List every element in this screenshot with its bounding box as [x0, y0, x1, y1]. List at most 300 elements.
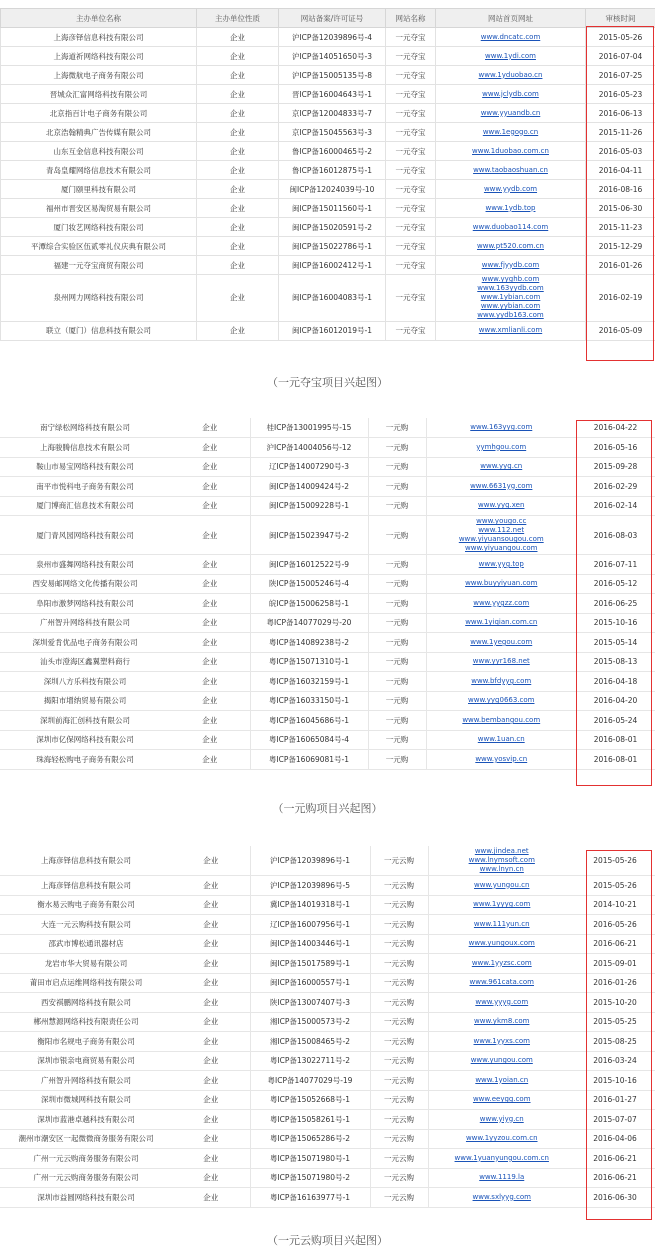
org-type-cell: 企业	[172, 1032, 250, 1052]
table-row	[1, 275, 655, 322]
site-name-cell: 一元购	[368, 418, 426, 438]
site-name-cell: 一元云购	[370, 1110, 428, 1130]
site-name-cell: 一元夺宝	[386, 47, 436, 66]
site-url-cell	[436, 218, 586, 237]
site-url-link[interactable]: www.112.net	[478, 526, 525, 535]
org-type-cell: 企业	[172, 1110, 250, 1130]
site-url-link[interactable]: www.1yduobao.cn	[478, 70, 543, 79]
site-name-cell: 一元购	[368, 750, 426, 770]
table-row	[0, 730, 655, 750]
site-name-cell: 一元云购	[370, 915, 428, 935]
site-name-cell: 一元购	[368, 555, 426, 575]
review-date-cell: 2015-10-16	[575, 1071, 655, 1091]
table-row	[0, 895, 655, 915]
org-type-cell: 企业	[172, 895, 250, 915]
table3	[0, 846, 655, 1208]
review-date-cell: 2016-07-25	[586, 66, 655, 85]
table-row	[0, 1012, 655, 1032]
icp-cell: 闽ICP备15017589号-1	[250, 954, 370, 974]
table-row	[1, 104, 655, 123]
site-url-link[interactable]: www.1yiqian.com.cn	[465, 618, 538, 627]
site-name-cell: 一元云购	[370, 1090, 428, 1110]
site-url-link[interactable]: www.lnyn.cn	[479, 865, 524, 873]
site-url-cell	[426, 633, 576, 653]
org-name-cell: 阜阳市激梦网络科技有限公司	[0, 594, 170, 614]
table1-block	[0, 8, 655, 341]
table-row	[0, 934, 655, 954]
review-date-cell: 2016-08-16	[586, 180, 655, 199]
review-date-cell: 2016-06-30	[575, 1188, 655, 1208]
org-name-cell: 广州一元云购商务服务有限公司	[0, 1149, 172, 1169]
header-org-type: 主办单位性质	[197, 9, 279, 28]
site-url-link[interactable]: www.yiyuansougou.com	[458, 535, 544, 544]
org-type-cell: 企业	[172, 876, 250, 896]
site-name-cell: 一元云购	[370, 1168, 428, 1188]
site-url-link[interactable]: www.yougo.cc	[476, 517, 527, 526]
site-url-link[interactable]: www.1duobao.com.cn	[472, 146, 549, 155]
site-name-cell: 一元云购	[370, 1129, 428, 1149]
site-url-link[interactable]: www.163yydb.com	[477, 284, 544, 293]
org-name-cell: 潮州市潮安区一起微微商务服务有限公司	[0, 1129, 172, 1149]
site-url-link[interactable]: www.1ydi.com	[485, 51, 536, 60]
icp-cell: 闽ICP备12024039号-10	[279, 180, 386, 199]
table-row	[1, 66, 655, 85]
header-org-name: 主办单位名称	[1, 9, 197, 28]
site-url-link[interactable]: www.yyr168.net	[472, 657, 530, 666]
site-url-cell	[426, 477, 576, 497]
org-type-cell: 企业	[197, 321, 279, 340]
site-name-cell: 一元云购	[370, 993, 428, 1013]
org-name-cell: 深圳前海汇创科技有限公司	[0, 711, 170, 731]
table-row	[1, 180, 655, 199]
table-row	[1, 256, 655, 275]
icp-cell: 沪ICP备12039896号-5	[250, 876, 370, 896]
org-type-cell: 企业	[197, 218, 279, 237]
table-row	[0, 672, 655, 692]
site-url-link[interactable]: www.yyg.top	[478, 559, 524, 568]
org-type-cell: 企业	[170, 496, 250, 516]
org-name-cell: 厦门青风园网络科技有限公司	[0, 516, 170, 555]
icp-cell: 粤ICP备16033150号-1	[250, 691, 368, 711]
icp-cell: 粤ICP备16032159号-1	[250, 672, 368, 692]
site-url-link[interactable]: www.yyghb.com	[481, 275, 540, 284]
site-name-cell: 一元夺宝	[386, 199, 436, 218]
site-url-link[interactable]: www.1yyzsc.com	[471, 958, 532, 967]
review-date-cell: 2016-07-11	[576, 555, 655, 575]
icp-cell: 粤ICP备15071980号-1	[250, 1149, 370, 1169]
org-name-cell: 汕头市澄海区鑫翼塑料商行	[0, 652, 170, 672]
site-name-cell: 一元夺宝	[386, 85, 436, 104]
site-url-link[interactable]: www.yiyg.cn	[479, 1114, 524, 1123]
table-row	[0, 1051, 655, 1071]
site-url-cell	[426, 457, 576, 477]
site-url-cell	[428, 1188, 575, 1208]
table-row	[0, 1032, 655, 1052]
org-name-cell: 深圳市银亲电商贸易有限公司	[0, 1051, 172, 1071]
site-url-link[interactable]: www.163yyg.com	[470, 423, 533, 431]
review-date-cell: 2015-09-28	[576, 457, 655, 477]
org-type-cell: 企业	[172, 846, 250, 876]
table2	[0, 418, 655, 770]
icp-cell: 粤ICP备16065084号-4	[250, 730, 368, 750]
org-name-cell: 泉州市盛舞网络科技有限公司	[0, 555, 170, 575]
table-row	[0, 915, 655, 935]
site-name-cell: 一元夺宝	[386, 123, 436, 142]
site-url-link[interactable]: www.6631yg.com	[470, 481, 533, 490]
icp-cell: 粤ICP备16069081号-1	[250, 750, 368, 770]
site-url-cell	[436, 142, 586, 161]
org-name-cell: 深圳八方乐科技有限公司	[0, 672, 170, 692]
org-name-cell: 上海彦铎信息科技有限公司	[0, 846, 172, 876]
org-type-cell: 企业	[172, 1012, 250, 1032]
icp-cell: 辽ICP备16007956号-1	[250, 915, 370, 935]
site-name-cell: 一元夺宝	[386, 237, 436, 256]
table-row	[0, 691, 655, 711]
site-url-link[interactable]: www.pt520.com.cn	[477, 241, 544, 250]
site-url-link[interactable]: www.fjyydb.com	[481, 260, 540, 269]
site-url-cell	[428, 876, 575, 896]
site-url-cell	[436, 66, 586, 85]
icp-cell: 闽ICP备15009228号-1	[250, 496, 368, 516]
table-row	[0, 1149, 655, 1169]
icp-cell: 沪ICP备12039896号-1	[250, 846, 370, 876]
icp-cell: 闽ICP备14003446号-1	[250, 934, 370, 954]
org-name-cell: 上海道祈网络科技有限公司	[1, 47, 197, 66]
icp-cell: 湘ICP备15008465号-2	[250, 1032, 370, 1052]
site-url-link[interactable]: www.1uan.cn	[477, 735, 525, 744]
review-date-cell: 2016-05-26	[575, 915, 655, 935]
org-type-cell: 企业	[172, 1168, 250, 1188]
org-type-cell: 企业	[170, 652, 250, 672]
site-url-link[interactable]: www.yungou.cn	[474, 880, 530, 889]
review-date-cell: 2015-12-29	[586, 237, 655, 256]
table-row	[0, 750, 655, 770]
review-date-cell: 2016-08-01	[576, 730, 655, 750]
site-url-link[interactable]: www.bembangou.com	[462, 715, 541, 724]
org-name-cell: 山东互金信息科技有限公司	[1, 142, 197, 161]
org-type-cell: 企业	[197, 123, 279, 142]
org-name-cell: 上海彦铎信息科技有限公司	[0, 876, 172, 896]
table-row	[0, 438, 655, 458]
org-name-cell: 衡阳市名规电子商务有限公司	[0, 1032, 172, 1052]
table-row	[0, 1071, 655, 1091]
org-name-cell: 厦门博商汇信息技术有限公司	[0, 496, 170, 516]
site-url-cell	[428, 954, 575, 974]
icp-cell: 京ICP备12004833号-7	[279, 104, 386, 123]
table-row	[1, 218, 655, 237]
site-url-cell	[426, 418, 576, 438]
site-url-link[interactable]: www.yybian.com	[480, 302, 541, 311]
org-type-cell: 企业	[197, 28, 279, 47]
site-url-link[interactable]: www.xmlianli.com	[478, 326, 543, 334]
table-row	[1, 85, 655, 104]
site-url-link[interactable]: www.yydb.com	[483, 184, 538, 193]
site-url-link[interactable]: www.1yyzou.com.cn	[465, 1134, 538, 1143]
icp-cell: 闽ICP备15020591号-2	[279, 218, 386, 237]
table1	[0, 8, 655, 341]
icp-cell: 粤ICP备15052668号-1	[250, 1090, 370, 1110]
org-type-cell: 企业	[197, 47, 279, 66]
site-url-link[interactable]: www.1ybian.com	[480, 293, 541, 302]
site-url-link[interactable]: www.1yuanyungou.com.cn	[454, 1153, 549, 1162]
site-url-cell	[436, 199, 586, 218]
site-url-link[interactable]: www.111yun.cn	[473, 919, 530, 928]
org-type-cell: 企业	[197, 275, 279, 322]
org-type-cell: 企业	[172, 915, 250, 935]
site-url-link[interactable]: www.1119.la	[479, 1173, 525, 1182]
icp-cell: 闽ICP备16000557号-1	[250, 973, 370, 993]
org-name-cell: 广州智升网络科技有限公司	[0, 1071, 172, 1091]
site-name-cell: 一元云购	[370, 895, 428, 915]
table1-header-row	[1, 9, 655, 28]
table-row	[0, 594, 655, 614]
site-url-link[interactable]: www.bfdyyg.com	[471, 676, 532, 685]
table-row	[0, 496, 655, 516]
table-row	[1, 28, 655, 47]
table-row	[1, 199, 655, 218]
review-date-cell: 2015-05-26	[586, 28, 655, 47]
site-url-cell	[426, 438, 576, 458]
table-row	[1, 123, 655, 142]
site-url-link[interactable]: yymhgou.com	[476, 442, 527, 451]
review-date-cell: 2016-01-26	[586, 256, 655, 275]
table2-caption: （一元购项目兴起图）	[272, 802, 383, 815]
icp-cell: 粤ICP备15058261号-1	[250, 1110, 370, 1130]
org-type-cell: 企业	[170, 711, 250, 731]
site-url-link[interactable]: www.yungoux.com	[468, 939, 535, 948]
icp-cell: 湘ICP备15000573号-2	[250, 1012, 370, 1032]
site-url-cell	[436, 275, 586, 322]
icp-cell: 粤ICP备16163977号-1	[250, 1188, 370, 1208]
table-row	[0, 954, 655, 974]
site-url-link[interactable]: www.yyg0663.com	[468, 696, 535, 705]
site-url-cell	[426, 496, 576, 516]
org-type-cell: 企业	[170, 438, 250, 458]
site-url-cell	[436, 256, 586, 275]
icp-cell: 闽ICP备16012019号-1	[279, 321, 386, 340]
review-date-cell: 2016-01-26	[575, 973, 655, 993]
review-date-cell: 2016-06-21	[575, 1168, 655, 1188]
table-row	[1, 237, 655, 256]
review-date-cell: 2016-05-16	[576, 438, 655, 458]
site-url-link[interactable]: www.1yoian.cn	[475, 1075, 529, 1084]
icp-cell: 京ICP备15045563号-3	[279, 123, 386, 142]
site-name-cell: 一元云购	[370, 1032, 428, 1052]
site-url-link[interactable]: www.eeygg.com	[472, 1095, 531, 1104]
site-url-link[interactable]: www.1ydb.top	[485, 203, 536, 212]
site-url-link[interactable]: www.961cata.com	[469, 978, 534, 987]
org-name-cell: 深圳爱肯优品电子商务有限公司	[0, 633, 170, 653]
org-name-cell: 泉州网力网络科技有限公司	[1, 275, 197, 322]
icp-cell: 桂ICP备13001995号-15	[250, 418, 368, 438]
icp-cell: 沪ICP备14004056号-12	[250, 438, 368, 458]
org-name-cell: 深圳市亿保网络科技有限公司	[0, 730, 170, 750]
review-date-cell: 2015-10-16	[576, 613, 655, 633]
org-name-cell: 珠海轻松购电子商务有限公司	[0, 750, 170, 770]
table-row	[0, 457, 655, 477]
site-url-cell	[428, 1168, 575, 1188]
review-date-cell: 2015-11-23	[586, 218, 655, 237]
site-url-cell	[436, 161, 586, 180]
site-url-cell	[436, 28, 586, 47]
org-name-cell: 龙岩市华大贸易有限公司	[0, 954, 172, 974]
site-url-cell	[428, 1110, 575, 1130]
site-name-cell: 一元购	[368, 516, 426, 555]
site-name-cell: 一元购	[368, 613, 426, 633]
review-date-cell: 2015-07-07	[575, 1110, 655, 1130]
org-type-cell: 企业	[170, 633, 250, 653]
icp-cell: 辽ICP备14007290号-3	[250, 457, 368, 477]
org-type-cell: 企业	[170, 418, 250, 438]
icp-cell: 鲁ICP备16000465号-2	[279, 142, 386, 161]
table-row	[0, 652, 655, 672]
icp-cell: 闽ICP备16002412号-1	[279, 256, 386, 275]
icp-cell: 沪ICP备14051650号-3	[279, 47, 386, 66]
review-date-cell: 2015-05-26	[575, 846, 655, 876]
org-name-cell: 福州市晋安区易淘贸易有限公司	[1, 199, 197, 218]
site-url-link[interactable]: www.yyyg.com	[475, 997, 529, 1006]
review-date-cell: 2015-09-01	[575, 954, 655, 974]
site-url-link[interactable]: www.yyuandb.cn	[480, 108, 541, 117]
org-name-cell: 北京指百计电子商务有限公司	[1, 104, 197, 123]
site-name-cell: 一元购	[368, 711, 426, 731]
table-row	[0, 1129, 655, 1149]
site-url-link[interactable]: www.jclydb.com	[482, 89, 539, 98]
icp-cell: 闽ICP备15022786号-1	[279, 237, 386, 256]
review-date-cell: 2016-04-20	[576, 691, 655, 711]
org-name-cell: 揭阳市增纳贸易有限公司	[0, 691, 170, 711]
org-name-cell: 厦门颐里科技有限公司	[1, 180, 197, 199]
table-row	[0, 516, 655, 555]
site-url-link[interactable]: www.buyyiyuan.com	[465, 579, 538, 588]
org-name-cell: 北京浩翰精典广告传媒有限公司	[1, 123, 197, 142]
org-name-cell: 郴州慧源网络科技有限责任公司	[0, 1012, 172, 1032]
org-name-cell: 平潭综合实验区伍贰零礼仪庆典有限公司	[1, 237, 197, 256]
org-type-cell: 企业	[170, 730, 250, 750]
site-url-link[interactable]: www.yungou.com	[470, 1056, 533, 1065]
site-url-cell	[426, 574, 576, 594]
site-url-cell	[428, 1051, 575, 1071]
site-url-link[interactable]: www.ykm8.com	[474, 1017, 530, 1026]
site-name-cell: 一元夺宝	[386, 321, 436, 340]
site-url-link[interactable]: www.yygzz.com	[473, 598, 530, 607]
site-url-link[interactable]: www.yyg.cn	[480, 462, 523, 471]
org-type-cell: 企业	[170, 457, 250, 477]
site-name-cell: 一元夺宝	[386, 161, 436, 180]
org-type-cell: 企业	[170, 477, 250, 497]
icp-cell: 皖ICP备15006258号-1	[250, 594, 368, 614]
org-name-cell: 深圳市蓝港卓越科技有限公司	[0, 1110, 172, 1130]
table2-block	[0, 418, 655, 770]
review-date-cell: 2016-01-27	[575, 1090, 655, 1110]
site-url-link[interactable]: www.1yyxs.com	[473, 1036, 530, 1045]
org-type-cell: 企业	[172, 954, 250, 974]
review-date-cell: 2015-11-26	[586, 123, 655, 142]
site-name-cell: 一元夺宝	[386, 28, 436, 47]
site-name-cell: 一元夺宝	[386, 142, 436, 161]
table-row	[0, 633, 655, 653]
table-row	[0, 1090, 655, 1110]
org-name-cell: 衡水易云购电子商务有限公司	[0, 895, 172, 915]
org-type-cell: 企业	[170, 672, 250, 692]
site-url-cell	[426, 613, 576, 633]
icp-cell: 闽ICP备14009424号-2	[250, 477, 368, 497]
table-row	[0, 993, 655, 1013]
org-name-cell: 鞍山市易宝网络科技有限公司	[0, 457, 170, 477]
table1-caption: （一元夺宝项目兴起图）	[267, 376, 388, 389]
site-url-link[interactable]: www.yydb163.com	[477, 311, 544, 320]
org-type-cell: 企业	[197, 256, 279, 275]
org-type-cell: 企业	[172, 1071, 250, 1091]
org-name-cell: 西安祺鹏网络科技有限公司	[0, 993, 172, 1013]
table-row	[0, 574, 655, 594]
table-row	[1, 47, 655, 66]
icp-cell: 冀ICP备14019318号-1	[250, 895, 370, 915]
site-name-cell: 一元云购	[370, 1188, 428, 1208]
table-row	[0, 418, 655, 438]
review-date-cell: 2016-03-24	[575, 1051, 655, 1071]
org-name-cell: 西安易邮网络文化传播有限公司	[0, 574, 170, 594]
site-url-cell	[428, 1149, 575, 1169]
site-url-cell	[436, 85, 586, 104]
site-url-link[interactable]: www.yyg.xen	[478, 501, 525, 510]
site-url-cell	[428, 1012, 575, 1032]
site-name-cell: 一元云购	[370, 934, 428, 954]
site-url-link[interactable]: www.sxlyyg.com	[472, 1192, 531, 1201]
site-url-cell	[426, 652, 576, 672]
site-url-link[interactable]: www.jindea.net	[474, 847, 529, 855]
site-url-link[interactable]: www.1egogo.cn	[482, 127, 539, 136]
site-url-link[interactable]: www.1yyyg.com	[473, 900, 531, 909]
site-url-cell	[436, 47, 586, 66]
org-type-cell: 企业	[197, 85, 279, 104]
site-url-cell	[428, 1129, 575, 1149]
table-row	[0, 1188, 655, 1208]
org-type-cell: 企业	[197, 66, 279, 85]
table-row	[0, 876, 655, 896]
org-type-cell: 企业	[172, 1149, 250, 1169]
site-name-cell: 一元夺宝	[386, 104, 436, 123]
icp-cell: 沪ICP备15005135号-8	[279, 66, 386, 85]
icp-cell: 粤ICP备15071310号-1	[250, 652, 368, 672]
site-name-cell: 一元云购	[370, 1012, 428, 1032]
icp-cell: 粤ICP备14077029号-20	[250, 613, 368, 633]
site-name-cell: 一元购	[368, 594, 426, 614]
icp-cell: 粤ICP备16045686号-1	[250, 711, 368, 731]
site-url-cell	[426, 711, 576, 731]
header-icp: 网站备案/许可证号	[279, 9, 386, 28]
icp-cell: 粤ICP备14089238号-2	[250, 633, 368, 653]
review-date-cell: 2015-05-26	[575, 876, 655, 896]
site-name-cell: 一元夺宝	[386, 180, 436, 199]
org-type-cell: 企业	[172, 1188, 250, 1208]
org-type-cell: 企业	[197, 161, 279, 180]
org-type-cell: 企业	[170, 750, 250, 770]
site-url-link[interactable]: www.1yegou.com	[470, 637, 533, 646]
org-type-cell: 企业	[170, 594, 250, 614]
org-type-cell: 企业	[170, 516, 250, 555]
site-url-cell	[426, 691, 576, 711]
site-url-link[interactable]: www.taobaoshuan.cn	[473, 165, 548, 174]
site-url-cell	[428, 1090, 575, 1110]
site-url-link[interactable]: www.yiyuangou.com	[465, 544, 538, 553]
site-url-link[interactable]: www.duobao114.com	[472, 222, 549, 231]
site-url-link[interactable]: www.lnymsoft.com	[468, 856, 535, 864]
site-url-link[interactable]: www.dncatc.com	[480, 32, 541, 41]
org-type-cell: 企业	[172, 1129, 250, 1149]
site-url-cell	[428, 1071, 575, 1091]
site-url-link[interactable]: www.yosvip.cn	[475, 754, 528, 763]
